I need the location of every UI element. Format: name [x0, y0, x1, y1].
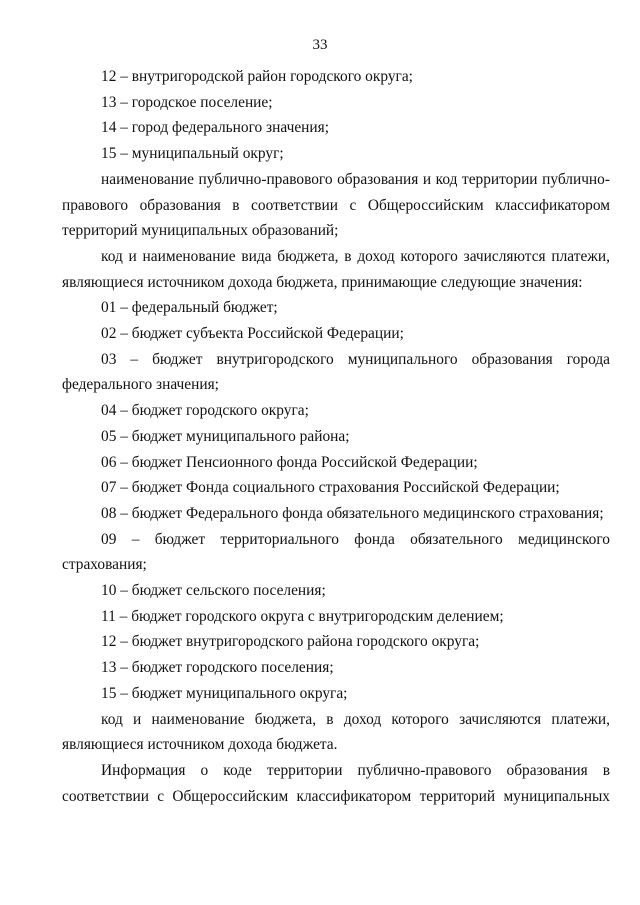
- list-item-14-federal-city: 14 – город федерального значения;: [101, 119, 329, 137]
- paragraph-budget-type-code: код и наименование вида бюджета, в доход которого зачисляются платежи, являющиеся источником дохода бюджета, принимающие следующие значения:: [62, 247, 610, 291]
- list-item-12-intracity-district: 12 – внутригородской район городского округа;: [101, 68, 413, 85]
- page-number: 33: [312, 37, 328, 53]
- list-item-13-urban-settlement: 13 – городское поселение;: [101, 93, 273, 111]
- list-item-03-intracity-municipal-budget: 03 – бюджет внутригородского муниципального образования города федерального значения;: [62, 350, 610, 394]
- paragraph-budget-code-and-name: код и наименование бюджета, в доход которого зачисляются платежи, являющиеся источником дохода бюджета.: [62, 710, 610, 754]
- list-item-13-urban-settlement-budget: 13 – бюджет городского поселения;: [101, 659, 334, 677]
- list-item-11-city-okrug-with-division-budget: 11 – бюджет городского округа с внутригородским делением;: [101, 607, 504, 625]
- list-item-07-social-insurance-budget: 07 – бюджет Фонда социального страхования Российской Федерации;: [101, 479, 560, 497]
- list-item-06-pension-fund-budget: 06 – бюджет Пенсионного фонда Российской Федерации;: [101, 453, 478, 471]
- paragraph-entity-name-and-territory-code: наименование публично-правового образования и код территории публично-правового образования в соответствии с Общероссийским классификатором территорий муниципальных образований;: [62, 170, 610, 240]
- list-item-15-municipal-okrug: 15 – муниципальный округ;: [101, 145, 284, 163]
- list-item-09-territorial-medical-insurance-budget: 09 – бюджет территориального фонда обязательного медицинского страхования;: [62, 530, 610, 574]
- document-body: [62, 64, 610, 809]
- list-item-01-federal-budget: 01 – федеральный бюджет;: [101, 299, 278, 317]
- list-item-02-subject-budget: 02 – бюджет субъекта Российской Федерации;: [101, 325, 404, 343]
- list-item-05-municipal-district-budget: 05 – бюджет муниципального района;: [101, 427, 350, 445]
- paragraph-territory-code-information: Информация о коде территории публично-правового образования в соответствии с Общероссийским классификатором территорий муниципальных: [62, 761, 610, 805]
- list-item-08-federal-medical-insurance-budget: 08 – бюджет Федерального фонда обязательного медицинского страхования;: [101, 504, 604, 522]
- list-item-15-municipal-okrug-budget: 15 – бюджет муниципального округа;: [101, 684, 348, 702]
- list-item-12-intracity-district-budget: 12 – бюджет внутригородского района городского округа;: [101, 633, 480, 651]
- list-item-04-city-okrug-budget: 04 – бюджет городского округа;: [101, 402, 309, 420]
- list-item-10-rural-settlement-budget: 10 – бюджет сельского поселения;: [101, 582, 326, 600]
